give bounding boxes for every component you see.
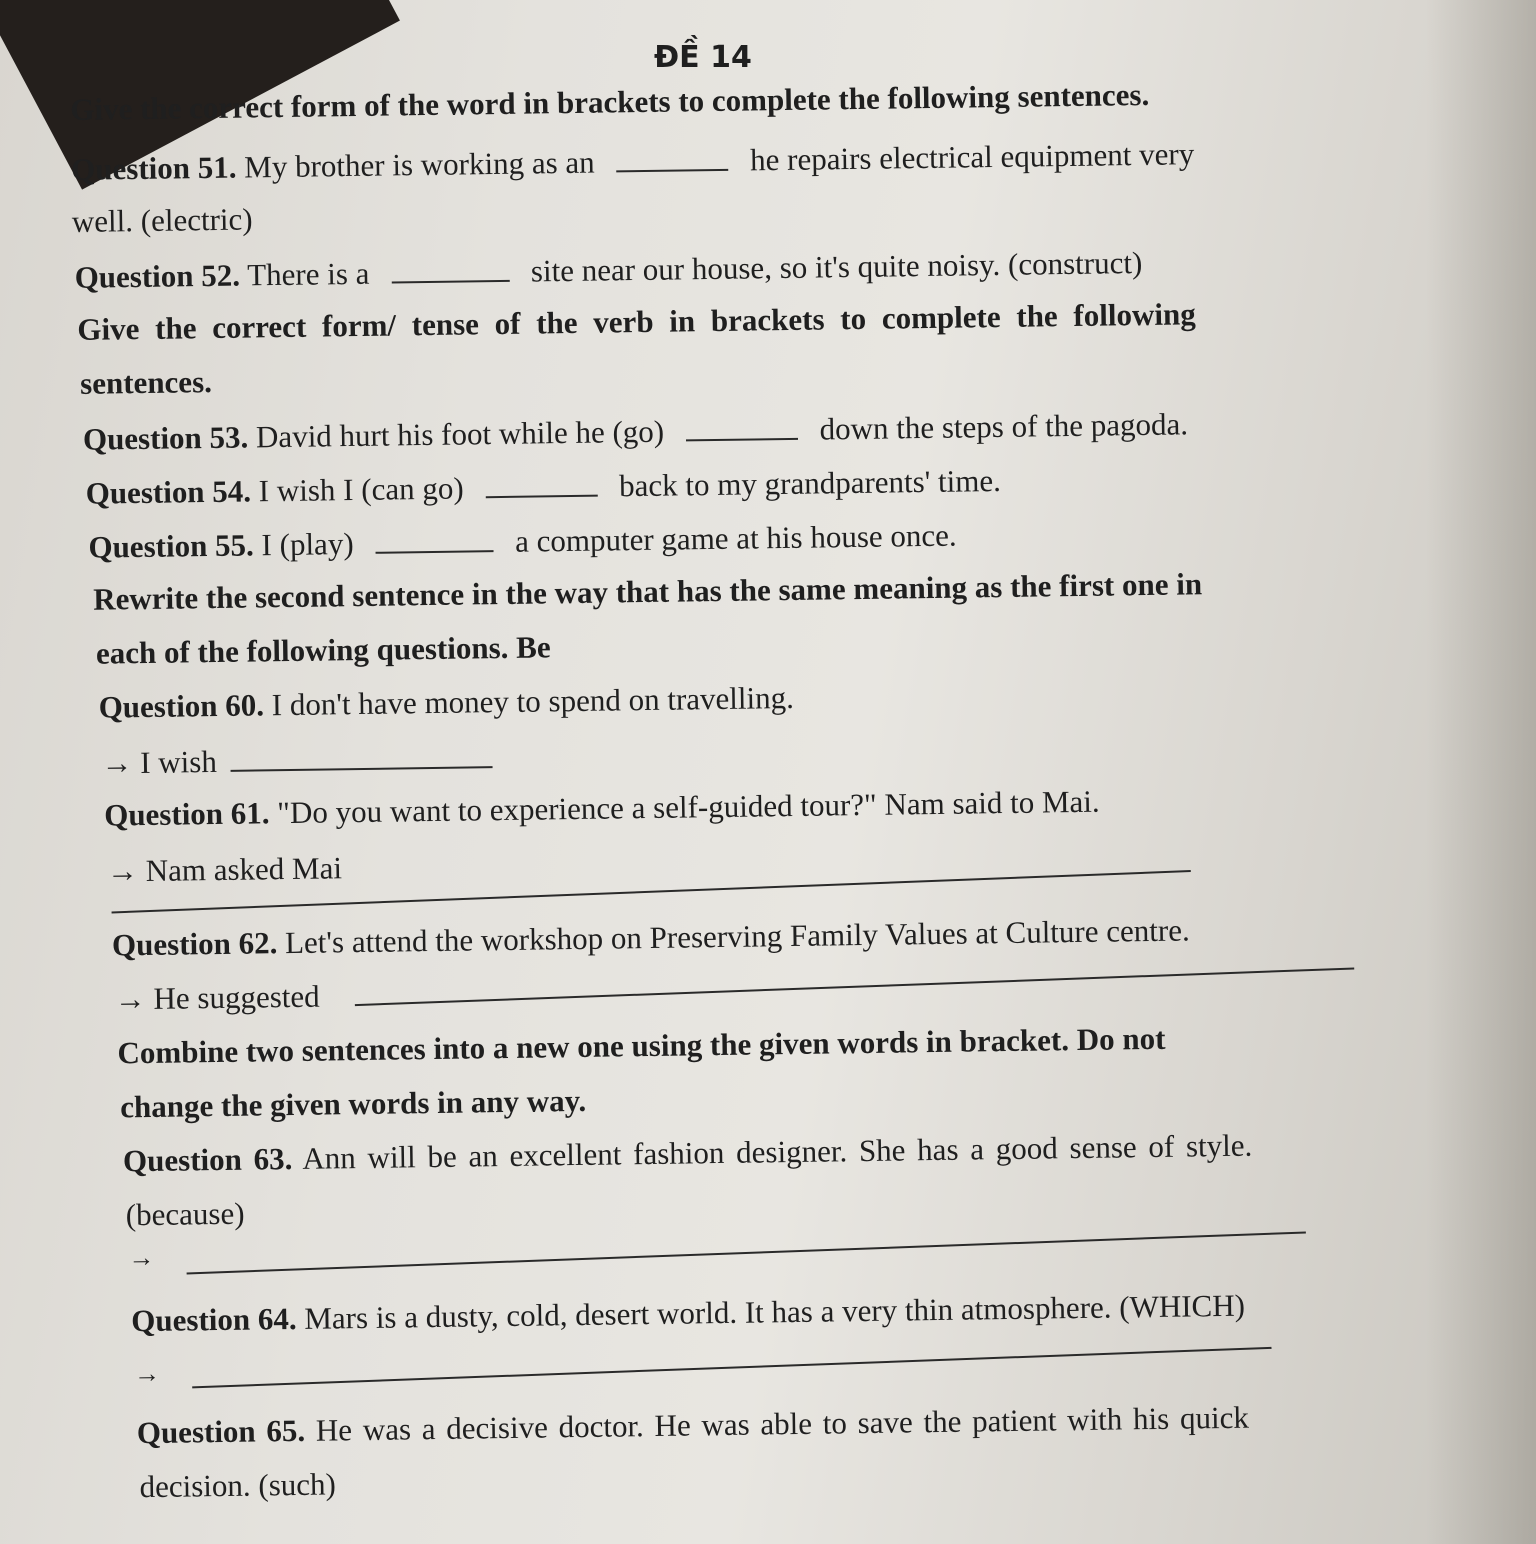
question-61-text: "Do you want to experience a self-guided tour?" Nam said to Mai. — [277, 783, 1100, 831]
section4-instruction-line1: Combine two sentences into a new one using the given words in bracket. Do not — [117, 1020, 1166, 1071]
question-54-label: Question 54. — [85, 473, 252, 511]
question-51-blank[interactable] — [616, 141, 728, 172]
question-65 — [137, 1400, 1250, 1452]
question-62 — [112, 912, 1190, 963]
question-51-text-before: My brother is working as an — [244, 144, 595, 185]
section2-instruction-line1: Give the correct form/ tense of the verb in brackets to complete the following — [77, 296, 1196, 347]
question-53-text-before: David hurt his foot while he (go) — [255, 413, 665, 455]
question-64-answer-line[interactable] — [192, 1347, 1271, 1389]
question-54-blank[interactable] — [485, 467, 597, 498]
question-51-label: Question 51. — [70, 149, 237, 187]
question-62-text: Let's attend the workshop on Preserving Family Values at Culture centre. — [284, 912, 1190, 961]
section1-instruction: Give the correct form of the word in brackets to complete the following sentences. — [70, 76, 1150, 127]
question-60 — [98, 680, 794, 726]
question-60-answer-prefix: → I wish — [101, 743, 218, 781]
section3-instruction-line1: Rewrite the second sentence in the way that has the same meaning as the first one in — [92, 566, 1203, 617]
question-52 — [74, 243, 1142, 296]
question-55-text-after: a computer game at his house once. — [514, 517, 957, 559]
question-54-text-before: I wish I (can go) — [258, 470, 464, 509]
question-62-answer-line[interactable] — [355, 967, 1354, 1006]
question-63 — [123, 1128, 1253, 1180]
question-63-label: Question 63. — [122, 1141, 293, 1179]
question-53-label: Question 53. — [82, 419, 249, 457]
section2-instruction-line2: sentences. — [79, 364, 213, 401]
page-edge-shadow — [1426, 0, 1536, 1544]
question-52-blank[interactable] — [391, 252, 509, 284]
question-55-label: Question 55. — [88, 527, 255, 565]
page-title: ĐỀ 14 — [654, 40, 752, 75]
question-63-text: Ann will be an excellent fashion designer. She has a good sense of style. — [302, 1127, 1253, 1176]
question-64-label: Question 64. — [131, 1300, 297, 1339]
question-60-answer-blank[interactable] — [230, 738, 492, 772]
question-63-cont: (because) — [125, 1195, 245, 1233]
question-65-cont: decision. (such) — [139, 1466, 337, 1505]
question-51 — [71, 134, 1195, 188]
question-62-label: Question 62. — [111, 925, 278, 963]
question-53-text-after: down the steps of the pagoda. — [819, 406, 1189, 447]
question-55-text-before: I (play) — [261, 525, 354, 563]
question-60-text: I don't have money to spend on travelling. — [271, 679, 795, 723]
question-52-text-after: site near our house, so it's quite noisy. (construct) — [530, 244, 1143, 289]
question-60-answer — [101, 738, 493, 781]
question-63-answer-prefix: → — [128, 1242, 155, 1273]
question-53-blank[interactable] — [686, 410, 798, 441]
section3-instruction-line2: each of the following questions. Be — [95, 629, 551, 671]
question-63-answer-line[interactable] — [187, 1231, 1306, 1274]
question-61-answer-prefix: → Nam asked Mai — [106, 850, 343, 889]
question-61-label: Question 61. — [103, 795, 270, 833]
question-51-cont: well. (electric) — [71, 201, 253, 239]
question-52-label: Question 52. — [74, 257, 241, 295]
question-65-text: He was a decisive doctor. He was able to save the patient with his quick — [315, 1399, 1250, 1448]
question-62-answer-prefix: → He suggested — [114, 978, 320, 1017]
question-60-label: Question 60. — [98, 687, 265, 725]
question-65-label: Question 65. — [136, 1412, 306, 1451]
question-64 — [131, 1288, 1245, 1340]
question-52-text-before: There is a — [246, 255, 370, 293]
question-51-text-after: he repairs electrical equipment very — [749, 136, 1195, 178]
question-54-text-after: back to my grandparents' time. — [618, 462, 1002, 504]
section4-instruction-line2: change the given words in any way. — [120, 1082, 587, 1125]
question-53 — [83, 404, 1189, 457]
question-55 — [88, 516, 957, 566]
question-54 — [85, 461, 1001, 512]
question-64-text: Mars is a dusty, cold, desert world. It has a very thin atmosphere. (WHICH) — [304, 1287, 1246, 1336]
question-64-answer-prefix: → — [133, 1358, 161, 1389]
question-61 — [104, 784, 1100, 834]
question-55-blank[interactable] — [375, 522, 493, 554]
